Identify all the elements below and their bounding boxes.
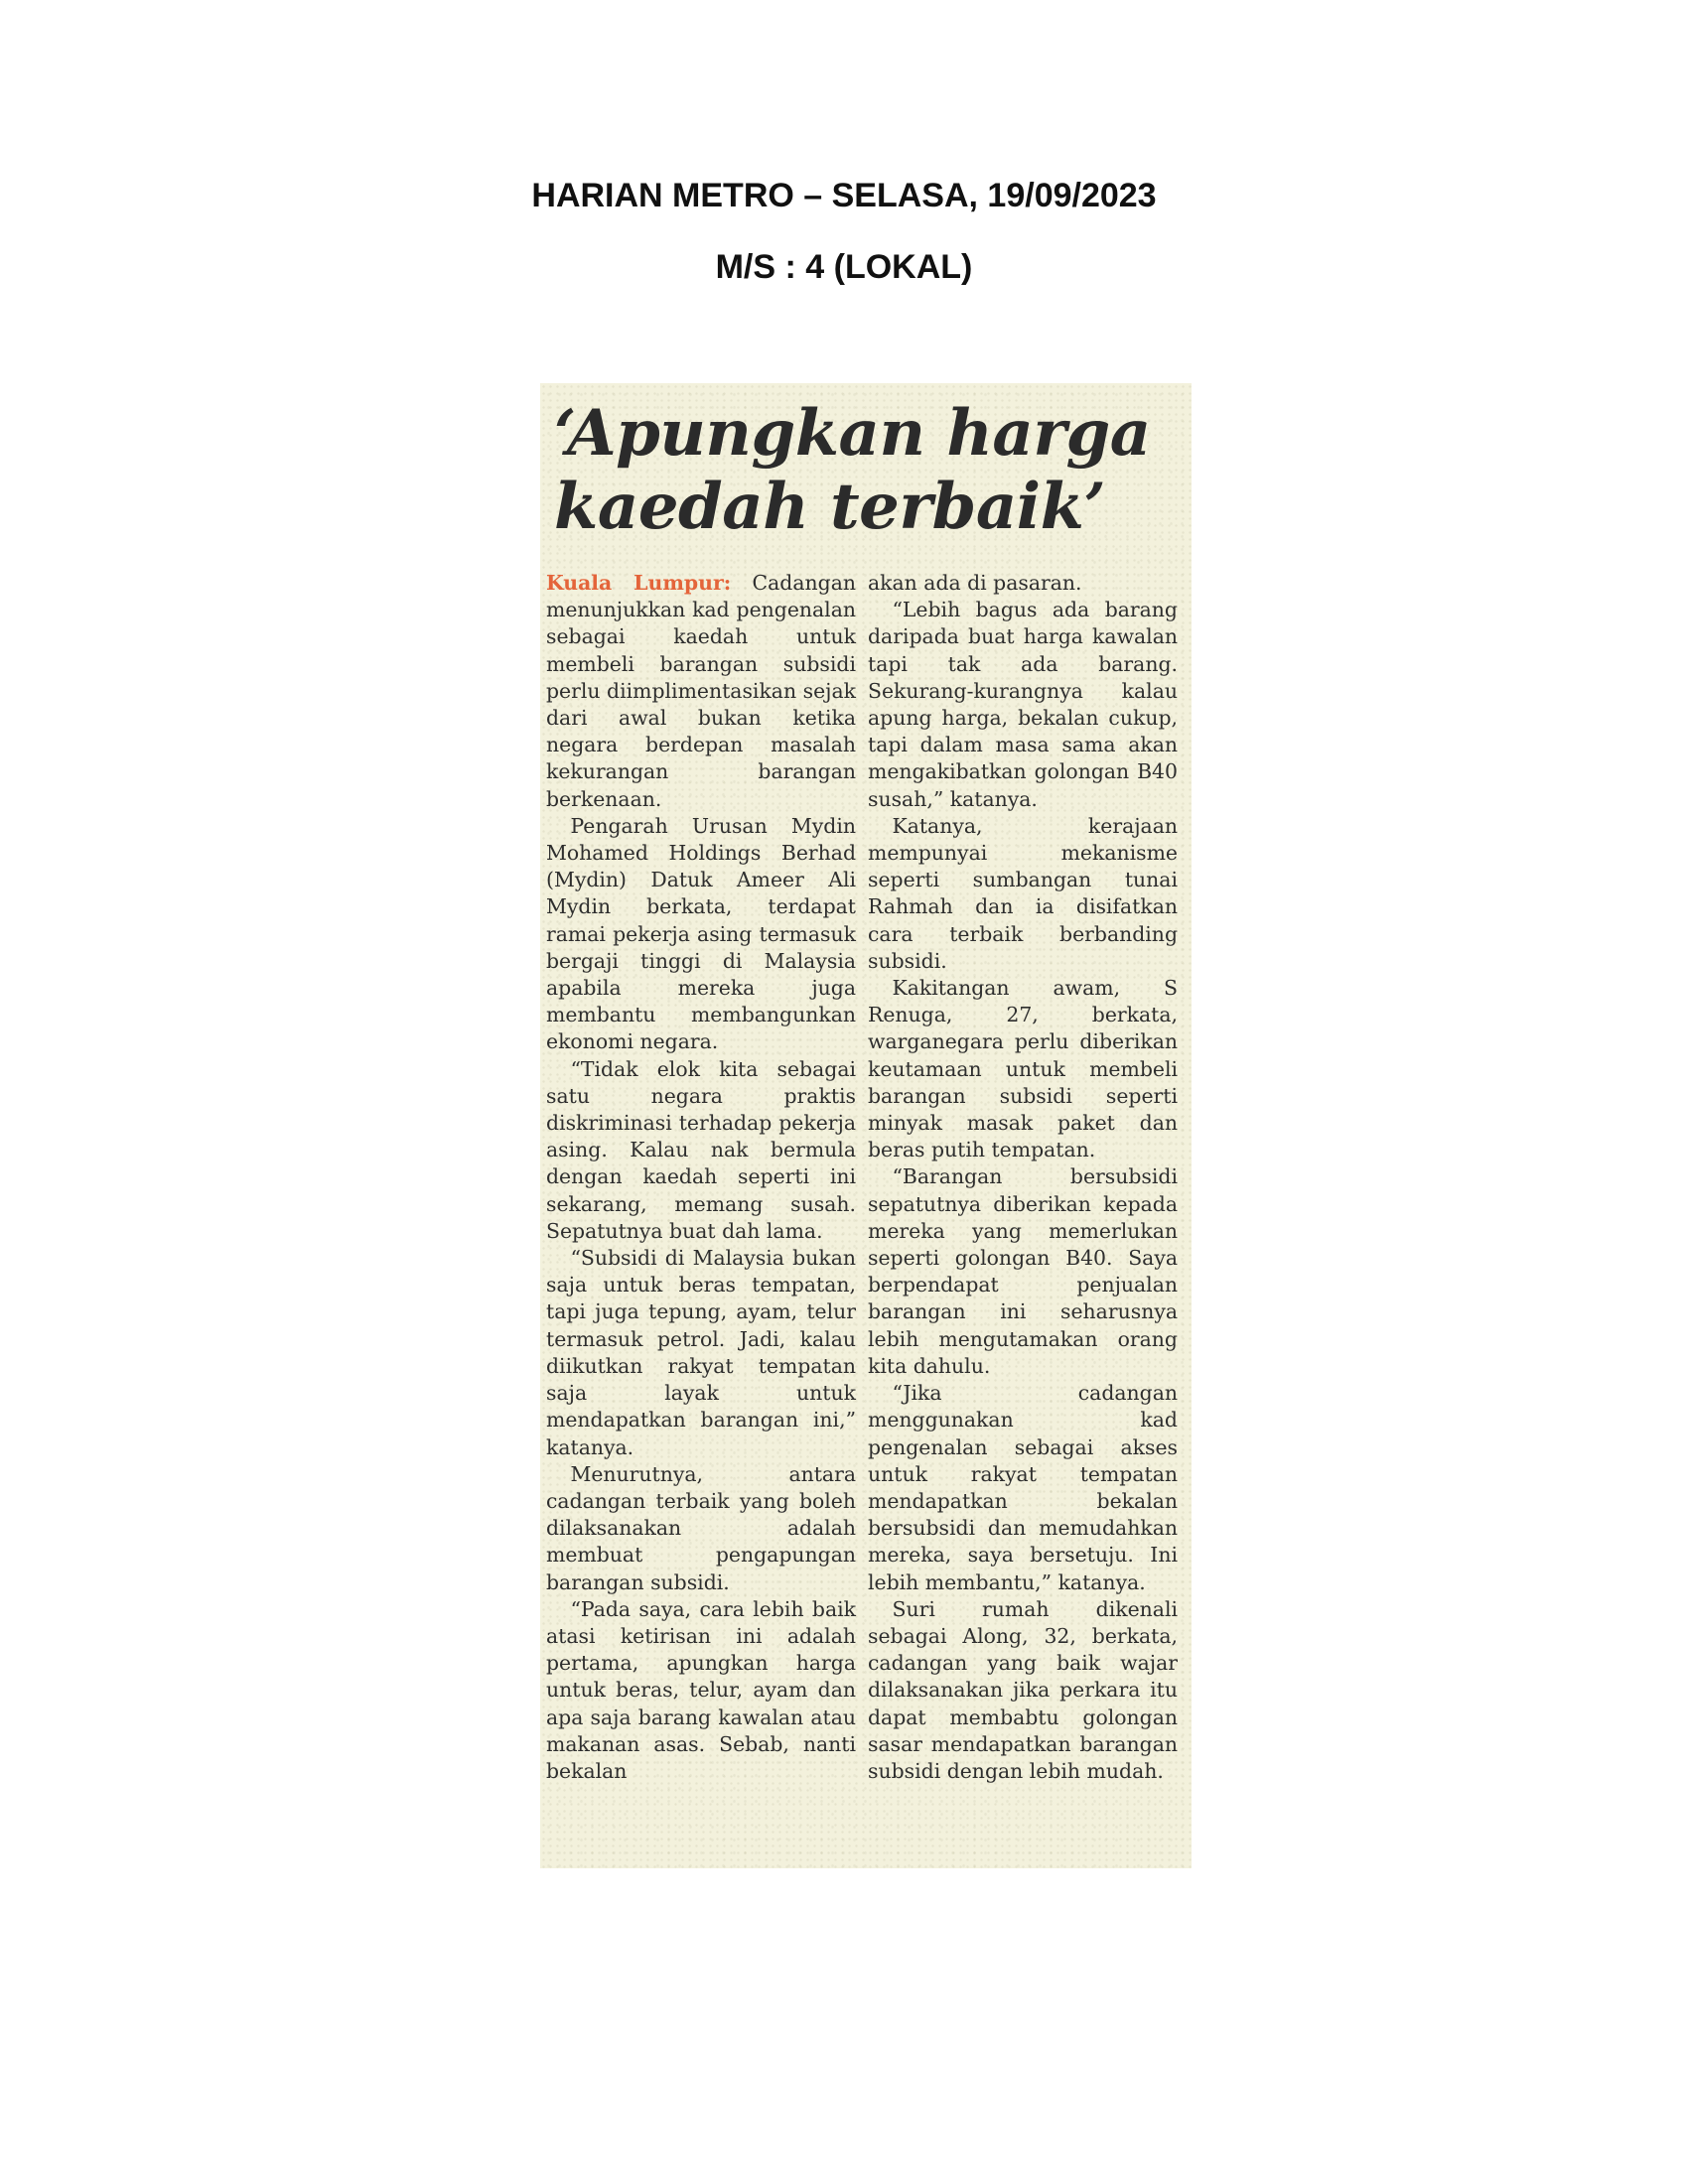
page-section-header: M/S : 4 (LOKAL) <box>715 248 973 286</box>
article-paragraph: “Pada saya, cara lebih baik atasi ketirisan ini adalah pertama, apungkan harga untuk beras, telur, ayam dan apa saja barang kawalan atau makanan asas. Sebab, nanti bekalan <box>546 1596 856 1783</box>
article-paragraph: “Lebih bagus ada barang daripada buat harga kawalan tapi tak ada barang. Sekurang-kurangnya kalau apung harga, bekalan cukup, tapi dalam masa sama akan mengakibatkan golongan B40 susah,” katanya. <box>868 598 1178 811</box>
article-paragraph: “Tidak elok kita sebagai satu negara praktis diskriminasi terhadap pekerja asing. Kalau nak bermula dengan kaedah seperti ini sekarang, memang susah. Sepatutnya buat dah lama. <box>546 1056 856 1243</box>
paragraph-text: Cadangan menunjukkan kad pengenalan sebagai kaedah untuk membeli barangan subsidi perlu diimplimentasikan sejak dari awal bukan ketika negara berdepan masalah kekurangan barangan berkenaan. <box>546 571 856 811</box>
article-paragraph: Katanya, kerajaan mempunyai mekanisme seperti sumbangan tunai Rahmah dan ia disifatkan cara terbaik berbanding subsidi. <box>868 813 1178 973</box>
publication-date-header: HARIAN METRO – SELASA, 19/09/2023 <box>531 177 1157 214</box>
newspaper-clipping <box>540 383 1192 1868</box>
article-paragraph: Kakitangan awam, S Renuga, 27, berkata, warganegara perlu diberikan keutamaan untuk membeli barangan subsidi seperti minyak masak paket dan beras putih tempatan. <box>868 976 1178 1162</box>
article-column-left <box>546 570 856 1785</box>
article-paragraph: Menurutnya, antara cadangan terbaik yang boleh dilaksanakan adalah membuat pengapungan barangan subsidi. <box>546 1461 856 1594</box>
article-column-right <box>868 570 1178 1785</box>
article-paragraph: akan ada di pasaran. <box>868 571 1082 595</box>
article-headline: ‘Apungkan harga kaedah terbaik’ <box>554 396 1151 544</box>
article-paragraph: Suri rumah dikenali sebagai Along, 32, berkata, cadangan yang baik wajar dilaksanakan jika perkara itu dapat membabtu golongan sasar mendapatkan barangan subsidi dengan lebih mudah. <box>868 1596 1178 1783</box>
article-paragraph: “Barangan bersubsidi sepatutnya diberikan kepada mereka yang memerlukan seperti golongan B40. Saya berpendapat penjualan barangan ini seharusnya lebih mengutamakan orang kita dahulu. <box>868 1164 1178 1378</box>
article-paragraph <box>546 570 856 813</box>
article-paragraph: “Subsidi di Malaysia bukan saja untuk beras tempatan, tapi juga tepung, ayam, telur termasuk petrol. Jadi, kalau diikutkan rakyat tempatan saja layak untuk mendapatkan barangan ini,” katanya. <box>546 1246 856 1459</box>
article-paragraph: Pengarah Urusan Mydin Mohamed Holdings Berhad (Mydin) Datuk Ameer Ali Mydin berkata, terdapat ramai pekerja asing termasuk bergaji tinggi di Malaysia apabila mereka juga membantu membangunkan ekonomi negara. <box>546 813 856 1054</box>
article-paragraph: “Jika cadangan menggunakan kad pengenalan sebagai akses untuk rakyat tempatan mendapatkan bekalan bersubsidi dan memudahkan mereka, saya bersetuju. Ini lebih membantu,” katanya. <box>868 1381 1178 1594</box>
article-dateline: Kuala Lumpur: <box>546 571 732 595</box>
